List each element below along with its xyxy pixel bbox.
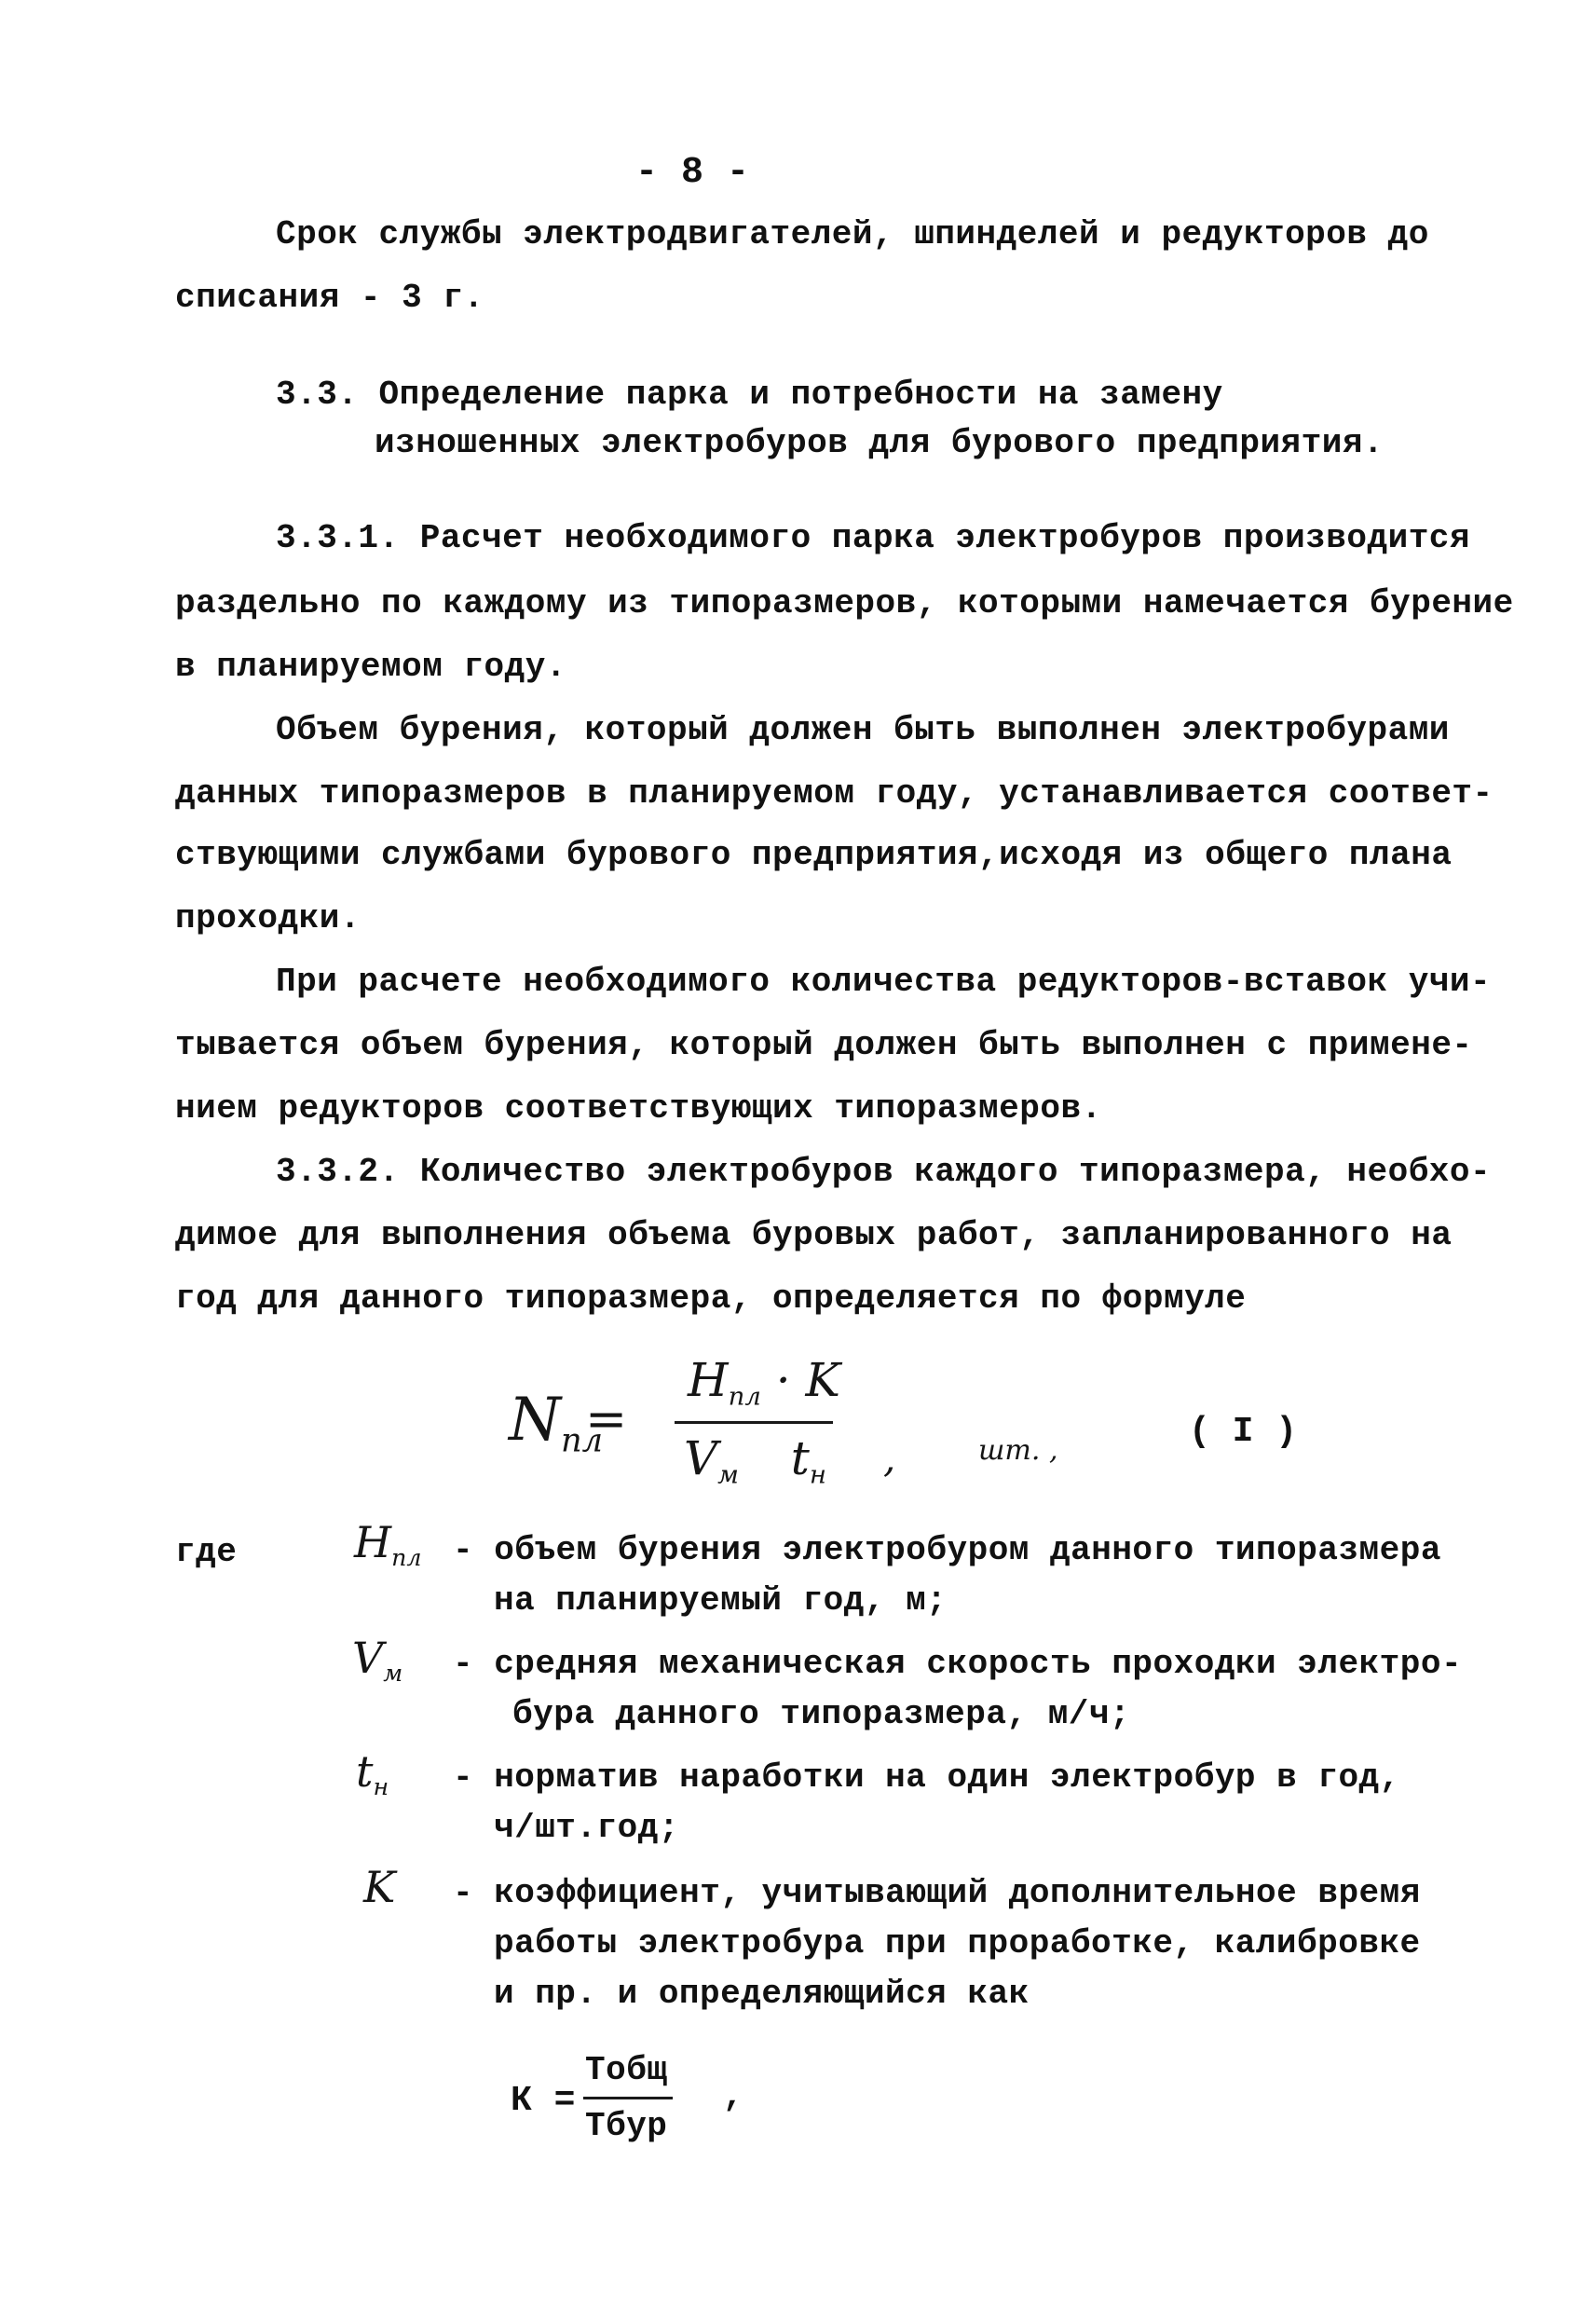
definition-h-line-2: на планируемый год, м; xyxy=(494,1581,948,1620)
section-heading-line-2: изношенных электробуров для бурового предприятия. xyxy=(375,424,1385,462)
para-volume-line-1: Объем бурения, который должен быть выполнен электробурами xyxy=(276,711,1450,749)
para-volume-line-4: проходки. xyxy=(175,899,361,937)
definition-k-line-3: и пр. и определяющийся как xyxy=(494,1975,1030,2013)
formula-k-numerator: Тобщ xyxy=(585,2051,668,2089)
definitions-where-label: где xyxy=(175,1533,238,1571)
definition-h-symbol: $H_{пл}$ xyxy=(354,1517,422,1571)
formula-k-denominator: Тбур xyxy=(585,2107,668,2145)
definition-t-line-2: ч/шт.год; xyxy=(494,1809,679,1847)
definition-t-line-1: - норматив наработки на один электробур в год, xyxy=(453,1758,1400,1797)
definition-v-line-1: - средняя механическая скорость проходки электро- xyxy=(453,1645,1463,1683)
definition-k-symbol: K xyxy=(363,1862,396,1912)
formula-1-comma: , xyxy=(883,1435,896,1481)
para-332-line-3: год для данного типоразмера, определяется по формуле xyxy=(175,1279,1247,1318)
definition-t-symbol: $t_н$ xyxy=(356,1746,389,1800)
formula-k-comma: , xyxy=(723,2077,744,2115)
formula-1-lhs: $N_{пл}$ xyxy=(509,1386,604,1460)
definition-v-symbol: $V_м$ xyxy=(352,1633,403,1687)
formula-1-fraction-bar xyxy=(675,1421,833,1424)
para-332-line-2: димое для выполнения объема буровых работ, запланированного на xyxy=(175,1216,1453,1254)
para-332-line-1: 3.3.2. Количество электробуров каждого типоразмера, необхо- xyxy=(276,1153,1492,1191)
formula-1-unit: шт. , xyxy=(978,1434,1058,1467)
formula-1-number: ( I ) xyxy=(1189,1412,1298,1452)
definition-k-line-2: работы электробура при проработке, калибровке xyxy=(494,1924,1421,1962)
para-331-line-2: раздельно по каждому из типоразмеров, которыми намечается бурение xyxy=(175,584,1514,622)
definition-k-line-1: - коэффициент, учитывающий дополнительное время xyxy=(453,1874,1421,1912)
formula-1-denominator: $V_м$ $t_н$ xyxy=(684,1431,826,1490)
para-331-line-3: в планируемом году. xyxy=(175,648,566,686)
formula-k-lhs: К = xyxy=(511,2081,576,2121)
definition-v-line-2: бура данного типоразмера, м/ч; xyxy=(512,1695,1131,1733)
para-service-life-line-1: Срок службы электродвигателей, шпинделей и редукторов до xyxy=(276,215,1429,253)
para-reducers-line-1: При расчете необходимого количества редукторов-вставок учи- xyxy=(276,963,1492,1001)
para-volume-line-3: ствующими службами бурового предприятия,исходя из общего плана xyxy=(175,836,1453,874)
para-331-line-1: 3.3.1. Расчет необходимого парка электробуров производится xyxy=(276,519,1471,557)
formula-1-equals: = xyxy=(585,1389,628,1448)
para-volume-line-2: данных типоразмеров в планируемом году, устанавливается соответ- xyxy=(175,774,1494,813)
formula-k-fraction-bar xyxy=(583,2097,673,2099)
page-number: - 8 - xyxy=(635,152,750,194)
section-heading-line-1: 3.3. Определение парка и потребности на замену xyxy=(276,376,1223,414)
para-reducers-line-2: тывается объем бурения, который должен быть выполнен с примене- xyxy=(175,1026,1473,1064)
para-reducers-line-3: нием редукторов соответствующих типоразмеров. xyxy=(175,1089,1102,1128)
para-service-life-line-2: списания - 3 г. xyxy=(175,279,484,317)
formula-1-numerator: $H_{пл} \cdot K$ xyxy=(688,1353,840,1412)
definition-h-line-1: - объем бурения электробуром данного типоразмера xyxy=(453,1531,1441,1569)
